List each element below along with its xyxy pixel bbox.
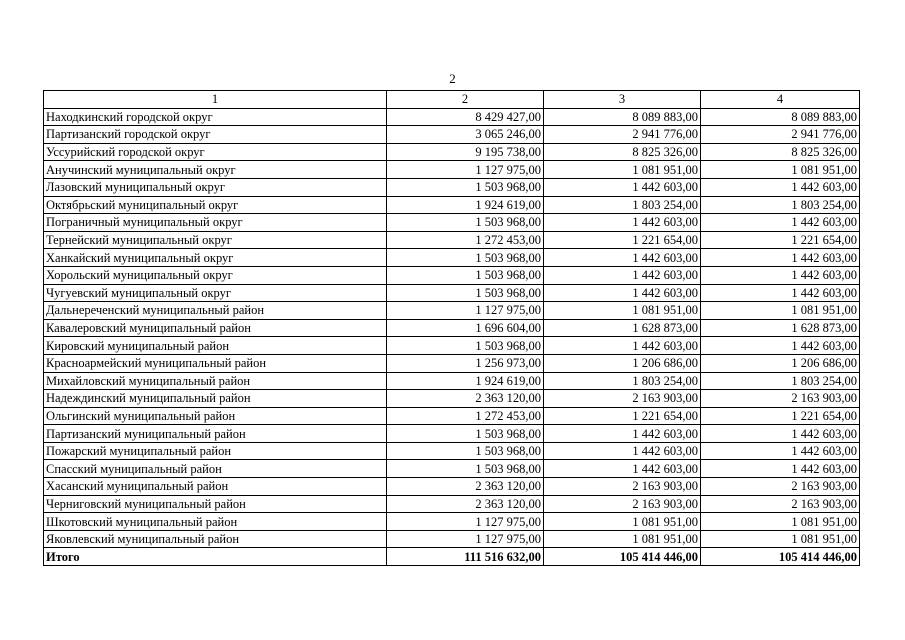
municipality-name: Шкотовский муниципальный район — [44, 513, 387, 531]
value-column-3: 1 081 951,00 — [544, 302, 701, 320]
table-row — [44, 354, 860, 372]
value-column-4: 2 163 903,00 — [701, 478, 860, 496]
value-column-3: 1 221 654,00 — [544, 231, 701, 249]
table-row — [44, 214, 860, 232]
table-row — [44, 302, 860, 320]
municipality-name: Дальнереченский муниципальный район — [44, 302, 387, 320]
municipality-name: Пожарский муниципальный район — [44, 442, 387, 460]
value-column-3: 1 442 603,00 — [544, 442, 701, 460]
value-column-3: 1 442 603,00 — [544, 214, 701, 232]
table-row — [44, 266, 860, 284]
value-column-4: 1 442 603,00 — [701, 178, 860, 196]
column-number-row — [44, 91, 860, 109]
value-column-4: 2 941 776,00 — [701, 126, 860, 144]
value-column-3: 2 941 776,00 — [544, 126, 701, 144]
table-row — [44, 513, 860, 531]
value-column-2: 1 272 453,00 — [387, 231, 544, 249]
value-column-2: 1 503 968,00 — [387, 337, 544, 355]
column-number-1: 1 — [44, 91, 387, 109]
value-column-4: 1 442 603,00 — [701, 249, 860, 267]
value-column-3: 2 163 903,00 — [544, 495, 701, 513]
value-column-4: 1 803 254,00 — [701, 372, 860, 390]
total-row — [44, 548, 860, 566]
value-column-4: 2 163 903,00 — [701, 390, 860, 408]
value-column-2: 1 924 619,00 — [387, 196, 544, 214]
value-column-4: 1 081 951,00 — [701, 530, 860, 548]
table-row — [44, 495, 860, 513]
table-row — [44, 390, 860, 408]
table-row — [44, 319, 860, 337]
table-row — [44, 442, 860, 460]
municipality-name: Ханкайский муниципальный округ — [44, 249, 387, 267]
table-row — [44, 372, 860, 390]
value-column-2: 1 503 968,00 — [387, 249, 544, 267]
table-row — [44, 460, 860, 478]
value-column-4: 8 089 883,00 — [701, 108, 860, 126]
value-column-3: 1 442 603,00 — [544, 284, 701, 302]
value-column-2: 1 272 453,00 — [387, 407, 544, 425]
table-row — [44, 196, 860, 214]
value-column-2: 1 503 968,00 — [387, 460, 544, 478]
value-column-2: 1 503 968,00 — [387, 425, 544, 443]
total-value-4: 105 414 446,00 — [701, 548, 860, 566]
value-column-2: 1 503 968,00 — [387, 284, 544, 302]
value-column-4: 1 803 254,00 — [701, 196, 860, 214]
column-number-3: 3 — [544, 91, 701, 109]
value-column-2: 1 503 968,00 — [387, 442, 544, 460]
value-column-3: 2 163 903,00 — [544, 390, 701, 408]
value-column-4: 1 221 654,00 — [701, 407, 860, 425]
municipality-name: Анучинский муниципальный округ — [44, 161, 387, 179]
value-column-3: 1 081 951,00 — [544, 513, 701, 531]
column-number-4: 4 — [701, 91, 860, 109]
municipality-name: Спасский муниципальный район — [44, 460, 387, 478]
value-column-4: 1 221 654,00 — [701, 231, 860, 249]
municipality-name: Пограничный муниципальный округ — [44, 214, 387, 232]
value-column-3: 1 442 603,00 — [544, 249, 701, 267]
value-column-2: 2 363 120,00 — [387, 478, 544, 496]
value-column-4: 1 628 873,00 — [701, 319, 860, 337]
municipality-name: Октябрьский муниципальный округ — [44, 196, 387, 214]
municipality-name: Черниговский муниципальный район — [44, 495, 387, 513]
value-column-3: 1 081 951,00 — [544, 161, 701, 179]
municipality-name: Находкинский городской округ — [44, 108, 387, 126]
value-column-3: 8 825 326,00 — [544, 143, 701, 161]
value-column-3: 1 221 654,00 — [544, 407, 701, 425]
table-row — [44, 478, 860, 496]
municipality-name: Партизанский муниципальный район — [44, 425, 387, 443]
value-column-2: 1 696 604,00 — [387, 319, 544, 337]
value-column-3: 1 206 686,00 — [544, 354, 701, 372]
value-column-2: 1 924 619,00 — [387, 372, 544, 390]
value-column-3: 1 628 873,00 — [544, 319, 701, 337]
value-column-3: 1 442 603,00 — [544, 178, 701, 196]
value-column-4: 1 442 603,00 — [701, 442, 860, 460]
municipality-name: Яковлевский муниципальный район — [44, 530, 387, 548]
value-column-4: 1 081 951,00 — [701, 513, 860, 531]
municipality-name: Уссурийский городской округ — [44, 143, 387, 161]
table-row — [44, 108, 860, 126]
value-column-4: 8 825 326,00 — [701, 143, 860, 161]
municipality-name: Тернейский муниципальный округ — [44, 231, 387, 249]
value-column-2: 1 127 975,00 — [387, 530, 544, 548]
municipality-name: Хорольский муниципальный округ — [44, 266, 387, 284]
value-column-4: 1 081 951,00 — [701, 161, 860, 179]
municipality-name: Красноармейский муниципальный район — [44, 354, 387, 372]
value-column-2: 9 195 738,00 — [387, 143, 544, 161]
value-column-4: 1 206 686,00 — [701, 354, 860, 372]
table-row — [44, 249, 860, 267]
total-value-3: 105 414 446,00 — [544, 548, 701, 566]
value-column-3: 1 442 603,00 — [544, 337, 701, 355]
municipality-name: Партизанский городской округ — [44, 126, 387, 144]
value-column-2: 1 127 975,00 — [387, 302, 544, 320]
value-column-2: 1 127 975,00 — [387, 513, 544, 531]
total-value-2: 111 516 632,00 — [387, 548, 544, 566]
table-row — [44, 143, 860, 161]
value-column-3: 1 442 603,00 — [544, 266, 701, 284]
table-row — [44, 425, 860, 443]
value-column-2: 1 256 973,00 — [387, 354, 544, 372]
value-column-4: 1 081 951,00 — [701, 302, 860, 320]
value-column-2: 1 127 975,00 — [387, 161, 544, 179]
table-row — [44, 178, 860, 196]
budget-table — [43, 90, 860, 566]
municipality-name: Кавалеровский муниципальный район — [44, 319, 387, 337]
municipality-name: Ольгинский муниципальный район — [44, 407, 387, 425]
value-column-3: 1 442 603,00 — [544, 460, 701, 478]
total-label: Итого — [44, 548, 387, 566]
municipality-name: Хасанский муниципальный район — [44, 478, 387, 496]
page-number: 2 — [449, 71, 456, 86]
value-column-4: 1 442 603,00 — [701, 266, 860, 284]
value-column-4: 1 442 603,00 — [701, 425, 860, 443]
table-row — [44, 284, 860, 302]
value-column-4: 1 442 603,00 — [701, 337, 860, 355]
value-column-4: 1 442 603,00 — [701, 214, 860, 232]
table-row — [44, 126, 860, 144]
table-row — [44, 231, 860, 249]
value-column-3: 1 442 603,00 — [544, 425, 701, 443]
value-column-2: 2 363 120,00 — [387, 495, 544, 513]
value-column-3: 1 803 254,00 — [544, 372, 701, 390]
value-column-3: 1 081 951,00 — [544, 530, 701, 548]
value-column-2: 2 363 120,00 — [387, 390, 544, 408]
value-column-2: 3 065 246,00 — [387, 126, 544, 144]
municipality-name: Михайловский муниципальный район — [44, 372, 387, 390]
value-column-4: 1 442 603,00 — [701, 284, 860, 302]
column-number-2: 2 — [387, 91, 544, 109]
table-row — [44, 530, 860, 548]
municipality-name: Надеждинский муниципальный район — [44, 390, 387, 408]
value-column-3: 1 803 254,00 — [544, 196, 701, 214]
value-column-2: 1 503 968,00 — [387, 214, 544, 232]
municipality-name: Кировский муниципальный район — [44, 337, 387, 355]
municipality-name: Чугуевский муниципальный округ — [44, 284, 387, 302]
table-row — [44, 337, 860, 355]
value-column-4: 2 163 903,00 — [701, 495, 860, 513]
table-row — [44, 407, 860, 425]
municipality-name: Лазовский муниципальный округ — [44, 178, 387, 196]
value-column-4: 1 442 603,00 — [701, 460, 860, 478]
value-column-2: 8 429 427,00 — [387, 108, 544, 126]
value-column-3: 2 163 903,00 — [544, 478, 701, 496]
table-row — [44, 161, 860, 179]
value-column-2: 1 503 968,00 — [387, 178, 544, 196]
value-column-2: 1 503 968,00 — [387, 266, 544, 284]
table-body — [44, 108, 860, 548]
value-column-3: 8 089 883,00 — [544, 108, 701, 126]
